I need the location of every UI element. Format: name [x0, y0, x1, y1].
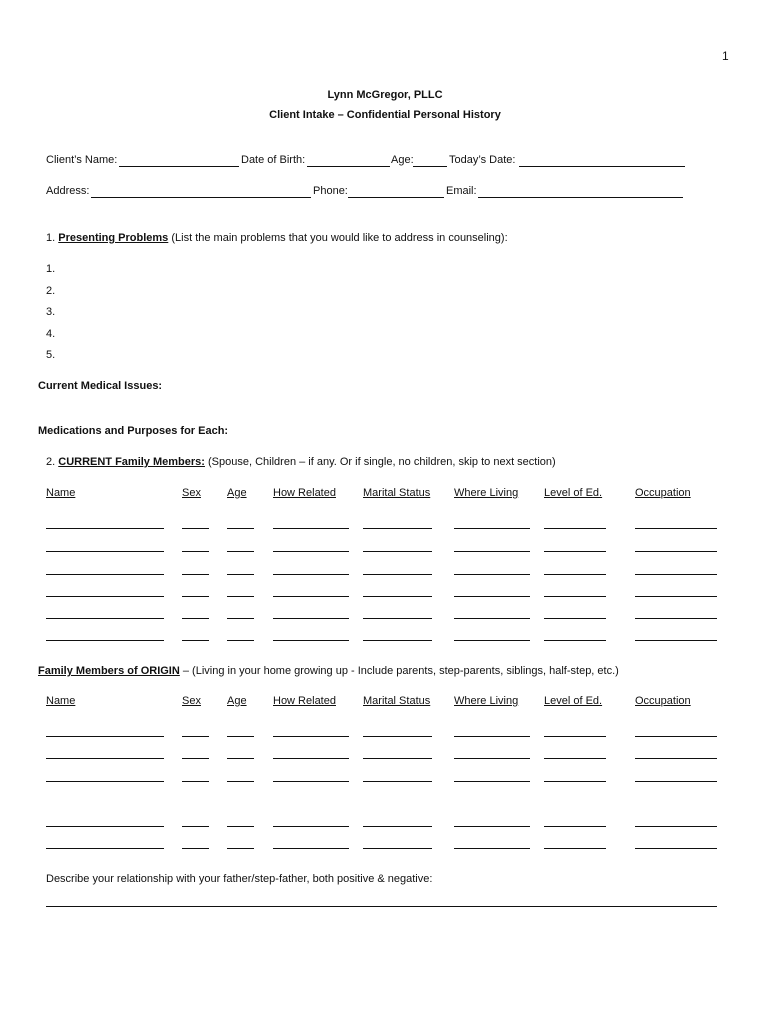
page-number: 1: [722, 49, 729, 63]
current-sex-field[interactable]: [182, 640, 209, 641]
current-where-living-field[interactable]: [454, 528, 530, 529]
origin-name-field[interactable]: [46, 848, 164, 849]
origin-col-header-how-related: How Related: [273, 695, 336, 707]
current-marital-status-field[interactable]: [363, 640, 432, 641]
current-name-field[interactable]: [46, 574, 164, 575]
practice-name: Lynn McGregor, PLLC: [327, 89, 443, 101]
email-label: Email:: [446, 185, 477, 197]
current-sex-field[interactable]: [182, 551, 209, 552]
current-age-field[interactable]: [227, 528, 254, 529]
section-number: 1.: [46, 232, 56, 244]
current-occupation-field[interactable]: [635, 574, 717, 575]
origin-how-related-field[interactable]: [273, 848, 349, 849]
origin-age-field[interactable]: [227, 736, 254, 737]
origin-marital-status-field[interactable]: [363, 781, 432, 782]
origin-marital-status-field[interactable]: [363, 736, 432, 737]
origin-age-field[interactable]: [227, 781, 254, 782]
origin-sex-field[interactable]: [182, 826, 209, 827]
origin-where-living-field[interactable]: [454, 781, 530, 782]
current-where-living-field[interactable]: [454, 551, 530, 552]
origin-col-header-sex: Sex: [182, 695, 201, 707]
current-occupation-field[interactable]: [635, 551, 717, 552]
section-note: (List the main problems that you would like to address in counseling):: [168, 232, 508, 244]
phone-field[interactable]: [348, 197, 444, 198]
origin-level-of-ed-field[interactable]: [544, 736, 606, 737]
origin-where-living-field[interactable]: [454, 826, 530, 827]
current-age-field[interactable]: [227, 618, 254, 619]
current-col-header-name: Name: [46, 487, 76, 499]
current-how-related-field[interactable]: [273, 551, 349, 552]
current-how-related-field[interactable]: [273, 618, 349, 619]
current-sex-field[interactable]: [182, 596, 209, 597]
current-age-field[interactable]: [227, 596, 254, 597]
origin-col-header-occupation: Occupation: [635, 695, 691, 707]
origin-sex-field[interactable]: [182, 848, 209, 849]
email-field[interactable]: [478, 197, 683, 198]
origin-occupation-field[interactable]: [635, 736, 717, 737]
section-note: – (Living in your home growing up - Include parents, step-parents, siblings, half-step, etc.): [179, 665, 619, 677]
current-name-field[interactable]: [46, 596, 164, 597]
age-field[interactable]: [413, 166, 447, 167]
current-name-field[interactable]: [46, 618, 164, 619]
origin-marital-status-field[interactable]: [363, 758, 432, 759]
current-how-related-field[interactable]: [273, 596, 349, 597]
problem-item: 5.: [46, 349, 56, 361]
current-level-of-ed-field[interactable]: [544, 618, 606, 619]
origin-occupation-field[interactable]: [635, 826, 717, 827]
origin-name-field[interactable]: [46, 736, 164, 737]
current-col-header-marital-status: Marital Status: [363, 487, 431, 499]
father-relationship-label: Describe your relationship with your father/step-father, both positive & negative:: [46, 873, 433, 885]
presenting-problems-heading: [46, 232, 508, 244]
origin-occupation-field[interactable]: [635, 758, 717, 759]
medications-label: Medications and Purposes for Each:: [38, 425, 229, 437]
current-occupation-field[interactable]: [635, 528, 717, 529]
origin-col-header-where-living: Where Living: [454, 695, 519, 707]
medical-issues-label: Current Medical Issues:: [38, 380, 163, 392]
current-family-heading: [46, 456, 556, 468]
current-marital-status-field[interactable]: [363, 551, 432, 552]
current-col-header-where-living: Where Living: [454, 487, 519, 499]
current-how-related-field[interactable]: [273, 528, 349, 529]
origin-age-field[interactable]: [227, 758, 254, 759]
current-occupation-field[interactable]: [635, 596, 717, 597]
origin-how-related-field[interactable]: [273, 736, 349, 737]
current-marital-status-field[interactable]: [363, 574, 432, 575]
origin-sex-field[interactable]: [182, 781, 209, 782]
todays-date-label: Today’s Date:: [449, 154, 516, 166]
current-marital-status-field[interactable]: [363, 596, 432, 597]
dob-field[interactable]: [307, 166, 390, 167]
current-age-field[interactable]: [227, 551, 254, 552]
section-title: Presenting Problems: [58, 232, 169, 244]
address-label: Address:: [46, 185, 90, 197]
current-sex-field[interactable]: [182, 574, 209, 575]
problem-item: 2.: [46, 285, 56, 297]
client-name-field[interactable]: [119, 166, 239, 167]
origin-marital-status-field[interactable]: [363, 826, 432, 827]
form-title: Client Intake – Confidential Personal History: [269, 109, 501, 121]
current-where-living-field[interactable]: [454, 618, 530, 619]
problem-item: 1.: [46, 263, 56, 275]
origin-how-related-field[interactable]: [273, 781, 349, 782]
problem-item: 4.: [46, 328, 56, 340]
current-level-of-ed-field[interactable]: [544, 640, 606, 641]
current-level-of-ed-field[interactable]: [544, 574, 606, 575]
origin-how-related-field[interactable]: [273, 826, 349, 827]
origin-family-heading: [38, 665, 619, 677]
current-col-header-occupation: Occupation: [635, 487, 691, 499]
current-how-related-field[interactable]: [273, 574, 349, 575]
current-name-field[interactable]: [46, 528, 164, 529]
origin-marital-status-field[interactable]: [363, 848, 432, 849]
section-note: (Spouse, Children – if any. Or if single, no children, skip to next section): [204, 456, 556, 468]
current-level-of-ed-field[interactable]: [544, 596, 606, 597]
current-col-header-level-of-ed: Level of Ed.: [544, 487, 603, 499]
age-label: Age:: [391, 154, 414, 166]
current-col-header-age: Age: [227, 487, 247, 499]
origin-age-field[interactable]: [227, 826, 254, 827]
origin-col-header-name: Name: [46, 695, 76, 707]
origin-where-living-field[interactable]: [454, 848, 530, 849]
current-where-living-field[interactable]: [454, 640, 530, 641]
todays-date-field[interactable]: [519, 166, 685, 167]
current-where-living-field[interactable]: [454, 596, 530, 597]
origin-occupation-field[interactable]: [635, 781, 717, 782]
current-marital-status-field[interactable]: [363, 528, 432, 529]
current-occupation-field[interactable]: [635, 618, 717, 619]
origin-sex-field[interactable]: [182, 758, 209, 759]
current-age-field[interactable]: [227, 640, 254, 641]
origin-occupation-field[interactable]: [635, 848, 717, 849]
current-col-header-sex: Sex: [182, 487, 201, 499]
phone-label: Phone:: [313, 185, 348, 197]
origin-col-header-age: Age: [227, 695, 247, 707]
current-col-header-how-related: How Related: [273, 487, 336, 499]
origin-col-header-level-of-ed: Level of Ed.: [544, 695, 603, 707]
origin-where-living-field[interactable]: [454, 758, 530, 759]
section-number: 2.: [46, 456, 56, 468]
origin-level-of-ed-field[interactable]: [544, 781, 606, 782]
current-occupation-field[interactable]: [635, 640, 717, 641]
current-level-of-ed-field[interactable]: [544, 551, 606, 552]
section-title: CURRENT Family Members:: [58, 456, 205, 468]
section-title: Family Members of ORIGIN: [38, 665, 180, 677]
problem-item: 3.: [46, 306, 56, 318]
origin-how-related-field[interactable]: [273, 758, 349, 759]
address-field[interactable]: [91, 197, 311, 198]
client-name-label: Client’s Name:: [46, 154, 118, 166]
origin-level-of-ed-field[interactable]: [544, 848, 606, 849]
dob-label: Date of Birth:: [241, 154, 306, 166]
origin-col-header-marital-status: Marital Status: [363, 695, 431, 707]
father-relationship-field[interactable]: [46, 906, 717, 907]
current-age-field[interactable]: [227, 574, 254, 575]
current-marital-status-field[interactable]: [363, 618, 432, 619]
origin-level-of-ed-field[interactable]: [544, 826, 606, 827]
current-sex-field[interactable]: [182, 618, 209, 619]
current-how-related-field[interactable]: [273, 640, 349, 641]
current-level-of-ed-field[interactable]: [544, 528, 606, 529]
origin-level-of-ed-field[interactable]: [544, 758, 606, 759]
origin-age-field[interactable]: [227, 848, 254, 849]
origin-name-field[interactable]: [46, 826, 164, 827]
current-name-field[interactable]: [46, 551, 164, 552]
current-where-living-field[interactable]: [454, 574, 530, 575]
origin-where-living-field[interactable]: [454, 736, 530, 737]
current-name-field[interactable]: [46, 640, 164, 641]
origin-sex-field[interactable]: [182, 736, 209, 737]
current-sex-field[interactable]: [182, 528, 209, 529]
origin-name-field[interactable]: [46, 781, 164, 782]
origin-name-field[interactable]: [46, 758, 164, 759]
